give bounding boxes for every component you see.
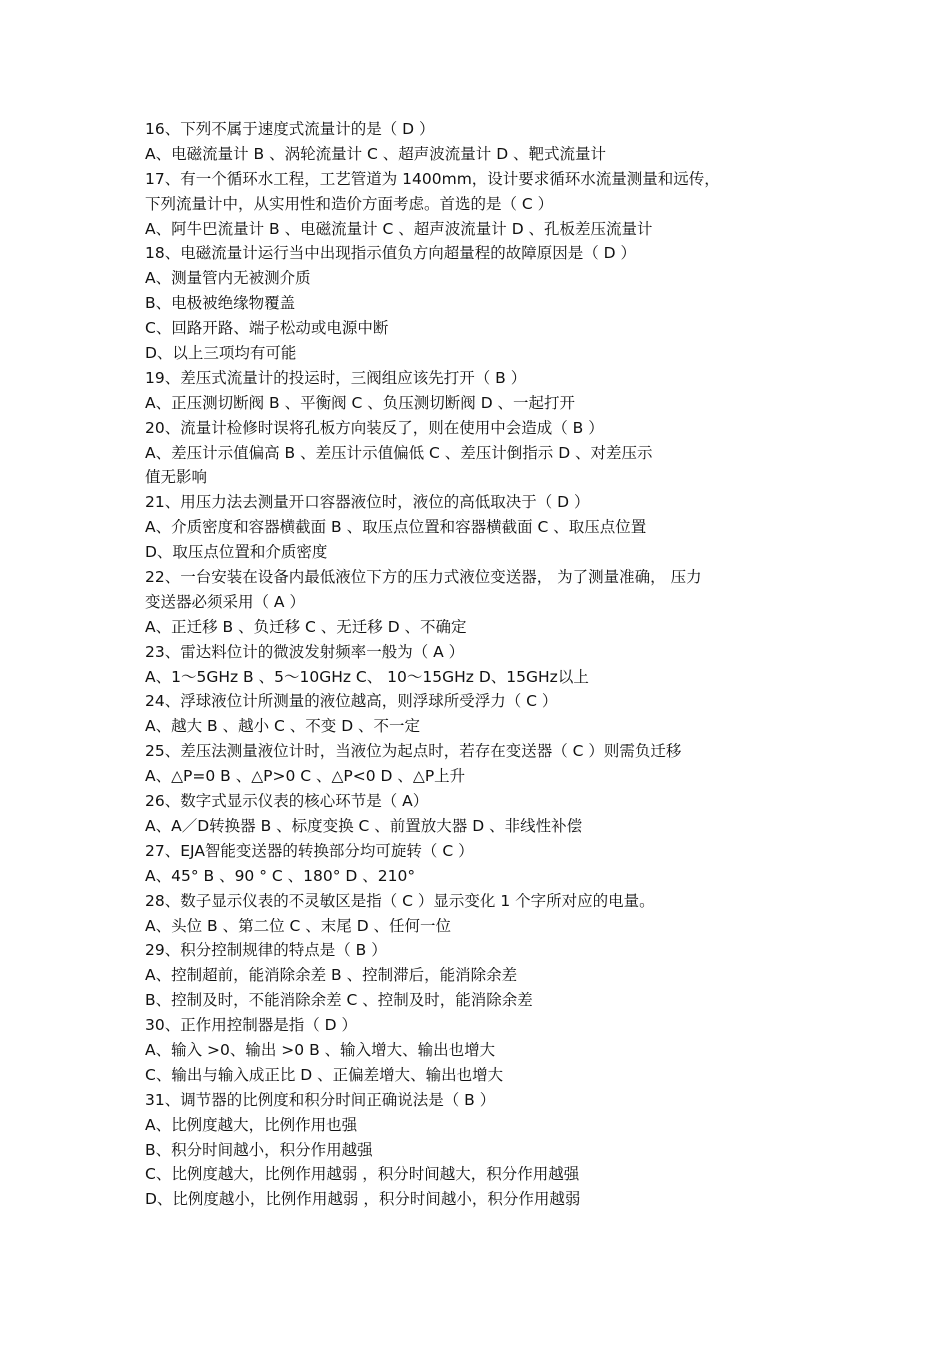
- text-line: 28、数子显示仪表的不灵敏区是指（ C ）显示变化 1 个字所对应的电量。: [145, 891, 655, 910]
- text-line: C、比例度越大，比例作用越弱 ，积分时间越大，积分作用越强: [145, 1165, 580, 1184]
- text-line: 26、数字式显示仪表的核心环节是（ A）: [145, 792, 429, 811]
- text-line: A、45° B 、90 ° C 、180° D 、210°: [145, 866, 416, 885]
- text-line: A、正压测切断阀 B 、平衡阀 C 、负压测切断阀 D 、一起打开: [145, 393, 576, 412]
- text-line: A、比例度越大，比例作用也强: [145, 1115, 358, 1134]
- text-line: A、介质密度和容器横截面 B 、取压点位置和容器横截面 C 、取压点位置: [145, 518, 647, 537]
- text-line: A、△P=0 B 、△P>0 C 、△P<0 D 、△P上升: [145, 767, 466, 786]
- text-line: A、输入 >0、输出 >0 B 、输入增大、输出也增大: [145, 1040, 496, 1059]
- text-line: A、正迁移 B 、负迁移 C 、无迁移 D 、不确定: [145, 617, 467, 636]
- text-line: A、阿牛巴流量计 B 、电磁流量计 C 、超声波流量计 D 、孔板差压流量计: [145, 219, 653, 238]
- text-line: B、积分时间越小，积分作用越强: [145, 1140, 373, 1159]
- text-line: 下列流量计中，从实用性和造价方面考虑。首选的是（ C ）: [145, 194, 554, 213]
- text-line: D、以上三项均有可能: [145, 344, 297, 363]
- text-line: A、A／D转换器 B 、标度变换 C 、前置放大器 D 、非线性补偿: [145, 816, 583, 835]
- text-line: C、输出与输入成正比 D 、正偏差增大、输出也增大: [145, 1065, 504, 1084]
- text-line: A、头位 B 、第二位 C 、末尾 D 、任何一位: [145, 916, 452, 935]
- text-line: 29、积分控制规律的特点是（ B ）: [145, 941, 387, 960]
- text-line: A、越大 B 、越小 C 、不变 D 、不一定: [145, 717, 421, 736]
- text-line: 24、浮球液位计所测量的液位越高，则浮球所受浮力（ C ）: [145, 692, 558, 711]
- text-line: 23、雷达料位计的微波发射频率一般为（ A ）: [145, 642, 465, 661]
- text-line: A、1～5GHz B 、5～10GHz C、 10～15GHz D、15GHz以上: [145, 667, 589, 686]
- text-line: B、电极被绝缘物覆盖: [145, 294, 296, 313]
- text-line: D、比例度越小，比例作用越弱 ，积分时间越小，积分作用越弱: [145, 1190, 581, 1209]
- text-line: D、取压点位置和介质密度: [145, 543, 328, 562]
- text-line: 值无影响: [145, 468, 208, 487]
- text-line: 16、下列不属于速度式流量计的是（ D ）: [145, 120, 435, 138]
- text-line: A、差压计示值偏高 B 、差压计示值偏低 C 、差压计倒指示 D 、对差压示: [145, 443, 653, 462]
- text-line: 18、电磁流量计运行当中出现指示值负方向超量程的故障原因是（ D ）: [145, 244, 637, 263]
- question-text-block: [145, 117, 815, 1212]
- text-line: 20、流量计检修时误将孔板方向装反了，则在使用中会造成（ B ）: [145, 418, 604, 437]
- text-line: 27、EJA智能变送器的转换部分均可旋转（ C ）: [145, 841, 474, 860]
- text-line: 17、有一个循环水工程，工艺管道为 1400mm，设计要求循环水流量测量和远传，: [145, 169, 720, 188]
- text-line: A、测量管内无被测介质: [145, 269, 311, 288]
- text-line: C、回路开路、端子松动或电源中断: [145, 319, 389, 338]
- text-line: 31、调节器的比例度和积分时间正确说法是（ B ）: [145, 1090, 496, 1109]
- text-line: 30、正作用控制器是指（ D ）: [145, 1016, 358, 1035]
- text-line: A、电磁流量计 B 、涡轮流量计 C 、超声波流量计 D 、靶式流量计: [145, 144, 607, 163]
- text-line: B、控制及时，不能消除余差 C 、控制及时，能消除余差: [145, 991, 533, 1010]
- text-line: 19、差压式流量计的投运时，三阀组应该先打开（ B ）: [145, 368, 527, 387]
- text-line: 变送器必须采用（ A ）: [145, 592, 305, 611]
- text-line: 21、用压力法去测量开口容器液位时，液位的高低取决于（ D ）: [145, 493, 590, 512]
- text-line: A、控制超前，能消除余差 B 、控制滞后，能消除余差: [145, 966, 518, 985]
- text-line: 22、一台安装在设备内最低液位下方的压力式液位变送器， 为了测量准确， 压力: [145, 568, 702, 587]
- text-line: 25、差压法测量液位计时，当液位为起点时，若存在变送器（ C ）则需负迁移: [145, 742, 682, 761]
